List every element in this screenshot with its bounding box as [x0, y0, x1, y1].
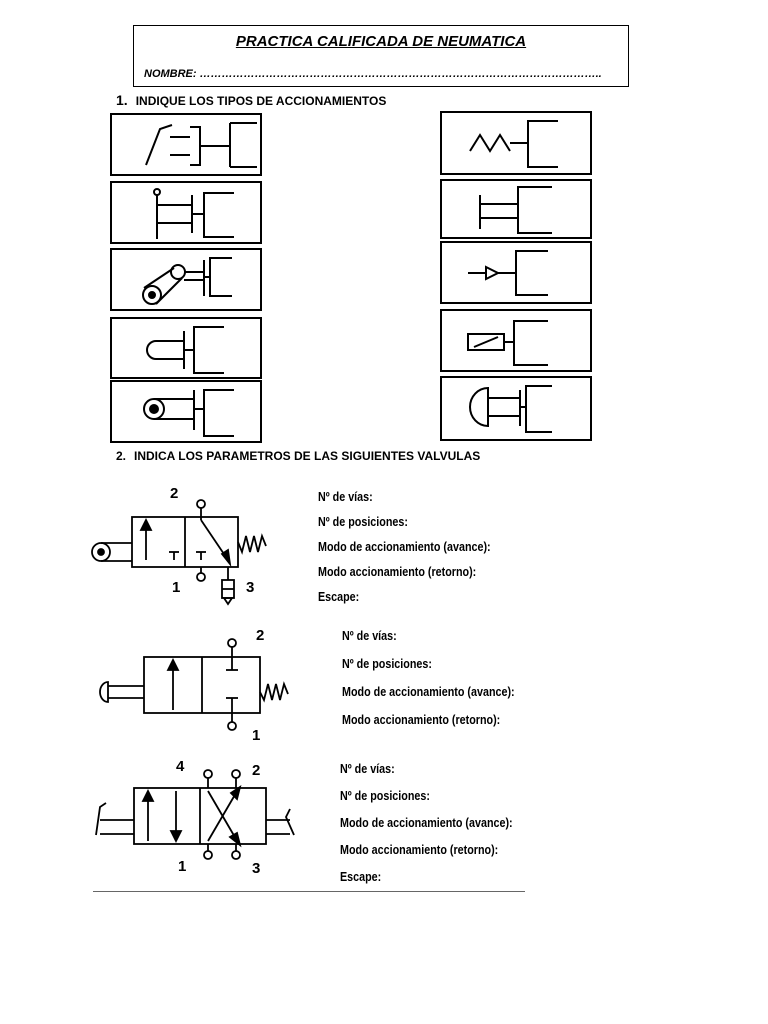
valve-1-field-retorno[interactable]: Modo accionamiento (retorno): — [318, 565, 477, 579]
name-field[interactable]: NOMBRE: ……………………………………………………………………………………………….. — [144, 68, 602, 80]
plunger-actuation-icon — [112, 319, 264, 381]
valve-1-field-vias[interactable]: Nº de vías: — [318, 490, 373, 504]
valve-2-port-1: 1 — [252, 727, 261, 744]
bottom-rule — [93, 891, 525, 892]
valve-3-field-avance[interactable]: Modo de accionamiento (avance): — [340, 816, 513, 830]
symbol-box-1 — [110, 113, 262, 176]
roller-lever-actuation-icon — [112, 250, 264, 313]
valve-3-port-3: 3 — [252, 860, 261, 877]
section-1-number: 1. — [116, 92, 128, 108]
valve-3-field-posiciones[interactable]: Nº de posiciones: — [340, 789, 430, 803]
valve-3-port-1: 1 — [178, 858, 187, 875]
valve-1-field-avance[interactable]: Modo de accionamiento (avance): — [318, 540, 491, 554]
spring-actuation-icon — [442, 113, 594, 177]
valve-1-port-1: 1 — [172, 579, 181, 596]
valve-2-field-posiciones[interactable]: Nº de posiciones: — [342, 657, 432, 671]
valve-2-port-2: 2 — [256, 627, 265, 644]
valve-2-field-avance[interactable]: Modo de accionamiento (avance): — [342, 685, 515, 699]
section-1-heading — [116, 92, 386, 108]
symbol-box-3 — [110, 248, 262, 311]
valve-1-field-escape[interactable]: Escape: — [318, 590, 360, 604]
valve-3-port-4: 4 — [176, 758, 185, 775]
valve-3-field-escape[interactable]: Escape: — [340, 870, 382, 884]
section-1-title: INDIQUE LOS TIPOS DE ACCIONAMIENTOS — [135, 94, 387, 108]
valve-3-field-vias[interactable]: Nº de vías: — [340, 762, 395, 776]
valve-3-diagram — [90, 755, 300, 880]
valve-2-field-vias[interactable]: Nº de vías: — [342, 629, 397, 643]
solenoid-actuation-icon — [442, 311, 594, 374]
valve-1-fields — [318, 488, 491, 613]
symbol-box-9 — [440, 309, 592, 372]
valve-3-port-2: 2 — [252, 762, 261, 779]
valve-2-field-retorno[interactable]: Modo accionamiento (retorno): — [342, 713, 501, 727]
valve-2-diagram — [96, 622, 296, 747]
valve-1-field-posiciones[interactable]: Nº de posiciones: — [318, 515, 408, 529]
symbol-box-2 — [110, 181, 262, 244]
symbol-box-5 — [110, 380, 262, 443]
section-2-title: INDICA LOS PARAMETROS DE LAS SIGUIENTES VALVULAS — [134, 449, 481, 463]
valve-1-port-3: 3 — [246, 579, 255, 596]
push-button-actuation-icon — [112, 183, 264, 246]
valve-3-field-retorno[interactable]: Modo accionamiento (retorno): — [340, 843, 499, 857]
symbol-box-8 — [440, 241, 592, 304]
section-2-heading — [116, 449, 480, 463]
valve-1-diagram — [88, 480, 278, 615]
header-box — [133, 25, 629, 87]
page-title: PRACTICA CALIFICADA DE NEUMATICA — [235, 33, 527, 50]
roller-actuation-icon — [112, 382, 264, 445]
symbol-box-6 — [440, 111, 592, 175]
pedal-actuation-icon — [112, 115, 264, 178]
valve-3-fields — [340, 760, 513, 895]
valve-2-fields — [342, 627, 515, 739]
symbol-box-10 — [440, 376, 592, 441]
section-2-number: 2. — [116, 449, 127, 463]
pressure-pilot-actuation-icon — [442, 243, 594, 306]
symbol-box-7 — [440, 179, 592, 239]
pilot-actuation-icon — [442, 181, 594, 241]
symbol-box-4 — [110, 317, 262, 379]
valve-1-port-2: 2 — [170, 485, 179, 502]
mushroom-button-actuation-icon — [442, 378, 594, 443]
